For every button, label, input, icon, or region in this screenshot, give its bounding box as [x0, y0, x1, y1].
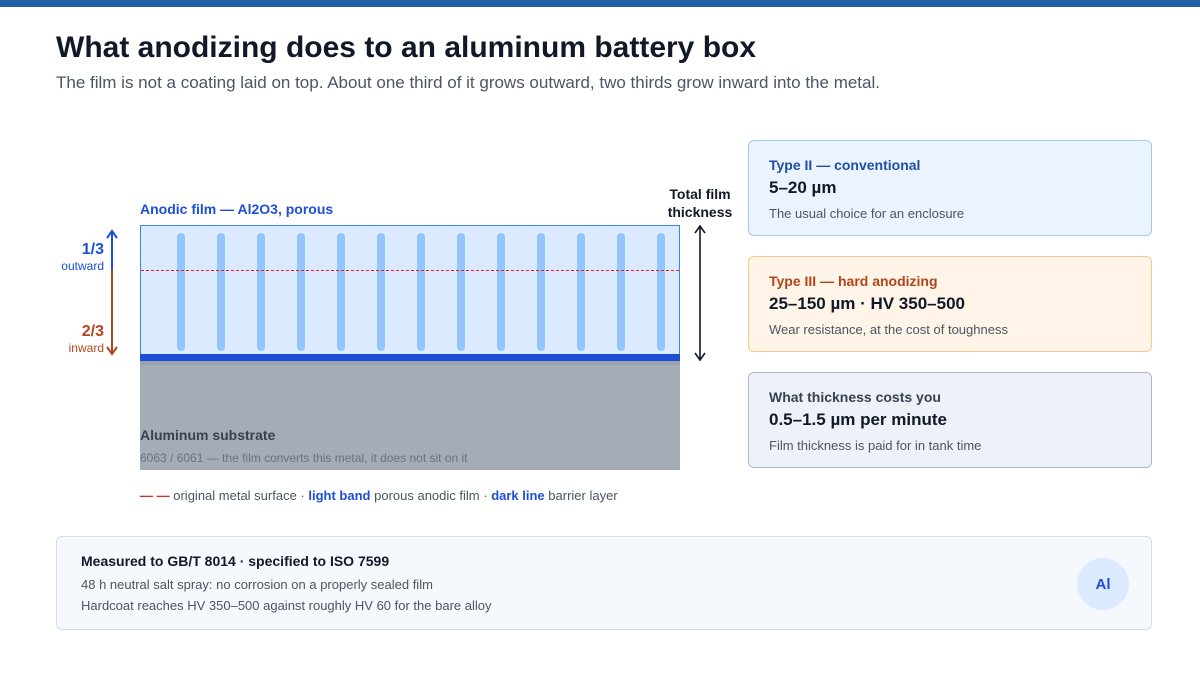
- growth-direction-arrows: [104, 228, 124, 358]
- outward-word: outward: [61, 259, 104, 273]
- dashed-line-symbol: — —: [140, 488, 170, 503]
- diagram-legend: [140, 488, 618, 503]
- film-pore: [657, 233, 665, 351]
- salt-spray-line: 48 h neutral salt spray: no corrosion on a properly sealed film: [81, 577, 433, 592]
- card-note: The usual choice for an enclosure: [769, 206, 965, 221]
- film-pore: [537, 233, 545, 351]
- film-pore: [177, 233, 185, 351]
- hardness-line: Hardcoat reaches HV 350–500 against roughly HV 60 for the bare alloy: [81, 598, 492, 613]
- card-value: 5–20 µm: [769, 178, 837, 197]
- card-thickness-cost: [748, 372, 1152, 468]
- anodic-film-band: [140, 225, 680, 355]
- film-pore: [257, 233, 265, 351]
- inward-arrow-icon: [107, 270, 117, 354]
- inward-word: inward: [68, 341, 104, 355]
- card-type-iii: [748, 256, 1152, 352]
- standards-panel: [56, 536, 1152, 630]
- film-pore: [217, 233, 225, 351]
- card-heading: Type II — conventional: [769, 157, 921, 173]
- standards-title: Measured to GB/T 8014 · specified to ISO 7599: [81, 553, 390, 569]
- outward-fraction: 1/3: [81, 241, 104, 258]
- substrate-note: 6063 / 6061 — the film converts this metal, it does not sit on it: [140, 451, 468, 465]
- legend-light-text: porous anodic film ·: [374, 488, 488, 503]
- total-thickness-label: Total film thickness: [667, 186, 733, 220]
- inward-fraction-label: [69, 323, 104, 355]
- legend-light-band: light band: [308, 488, 371, 503]
- film-pore: [297, 233, 305, 351]
- film-pore: [617, 233, 625, 351]
- card-value: 25–150 µm · HV 350–500: [769, 294, 965, 313]
- double-arrow-icon: [692, 224, 708, 362]
- barrier-layer: [140, 354, 680, 361]
- card-note: Wear resistance, at the cost of toughness: [769, 322, 1008, 337]
- film-pore: [417, 233, 425, 351]
- page-subtitle: The film is not a coating laid on top. About one third of it grows outward, two thirds grow inward into the metal.: [56, 73, 880, 92]
- aluminum-substrate: [140, 361, 680, 470]
- card-value: 0.5–1.5 µm per minute: [769, 410, 947, 429]
- inward-fraction: 2/3: [81, 323, 104, 340]
- film-pore: [577, 233, 585, 351]
- outward-fraction-label: [61, 241, 104, 273]
- film-pore: [337, 233, 345, 351]
- film-pore: [497, 233, 505, 351]
- card-note: Film thickness is paid for in tank time: [769, 438, 982, 453]
- legend-dark-line: dark line: [491, 488, 545, 503]
- legend-dark-text: barrier layer: [548, 488, 618, 503]
- film-pore: [457, 233, 465, 351]
- legend-original-text: original metal surface ·: [173, 488, 305, 503]
- card-type-ii: [748, 140, 1152, 236]
- card-heading: What thickness costs you: [769, 389, 941, 405]
- outward-arrow-icon: [107, 231, 117, 270]
- original-surface-line: [141, 270, 679, 271]
- card-heading: Type III — hard anodizing: [769, 273, 938, 289]
- anodic-film-label: Anodic film — Al2O3, porous: [140, 201, 334, 217]
- substrate-title: Aluminum substrate: [140, 427, 276, 443]
- aluminum-badge: Al: [1077, 558, 1129, 610]
- top-accent-bar: [0, 0, 1200, 7]
- page-title: What anodizing does to an aluminum battery box: [56, 31, 757, 64]
- film-pore: [377, 233, 385, 351]
